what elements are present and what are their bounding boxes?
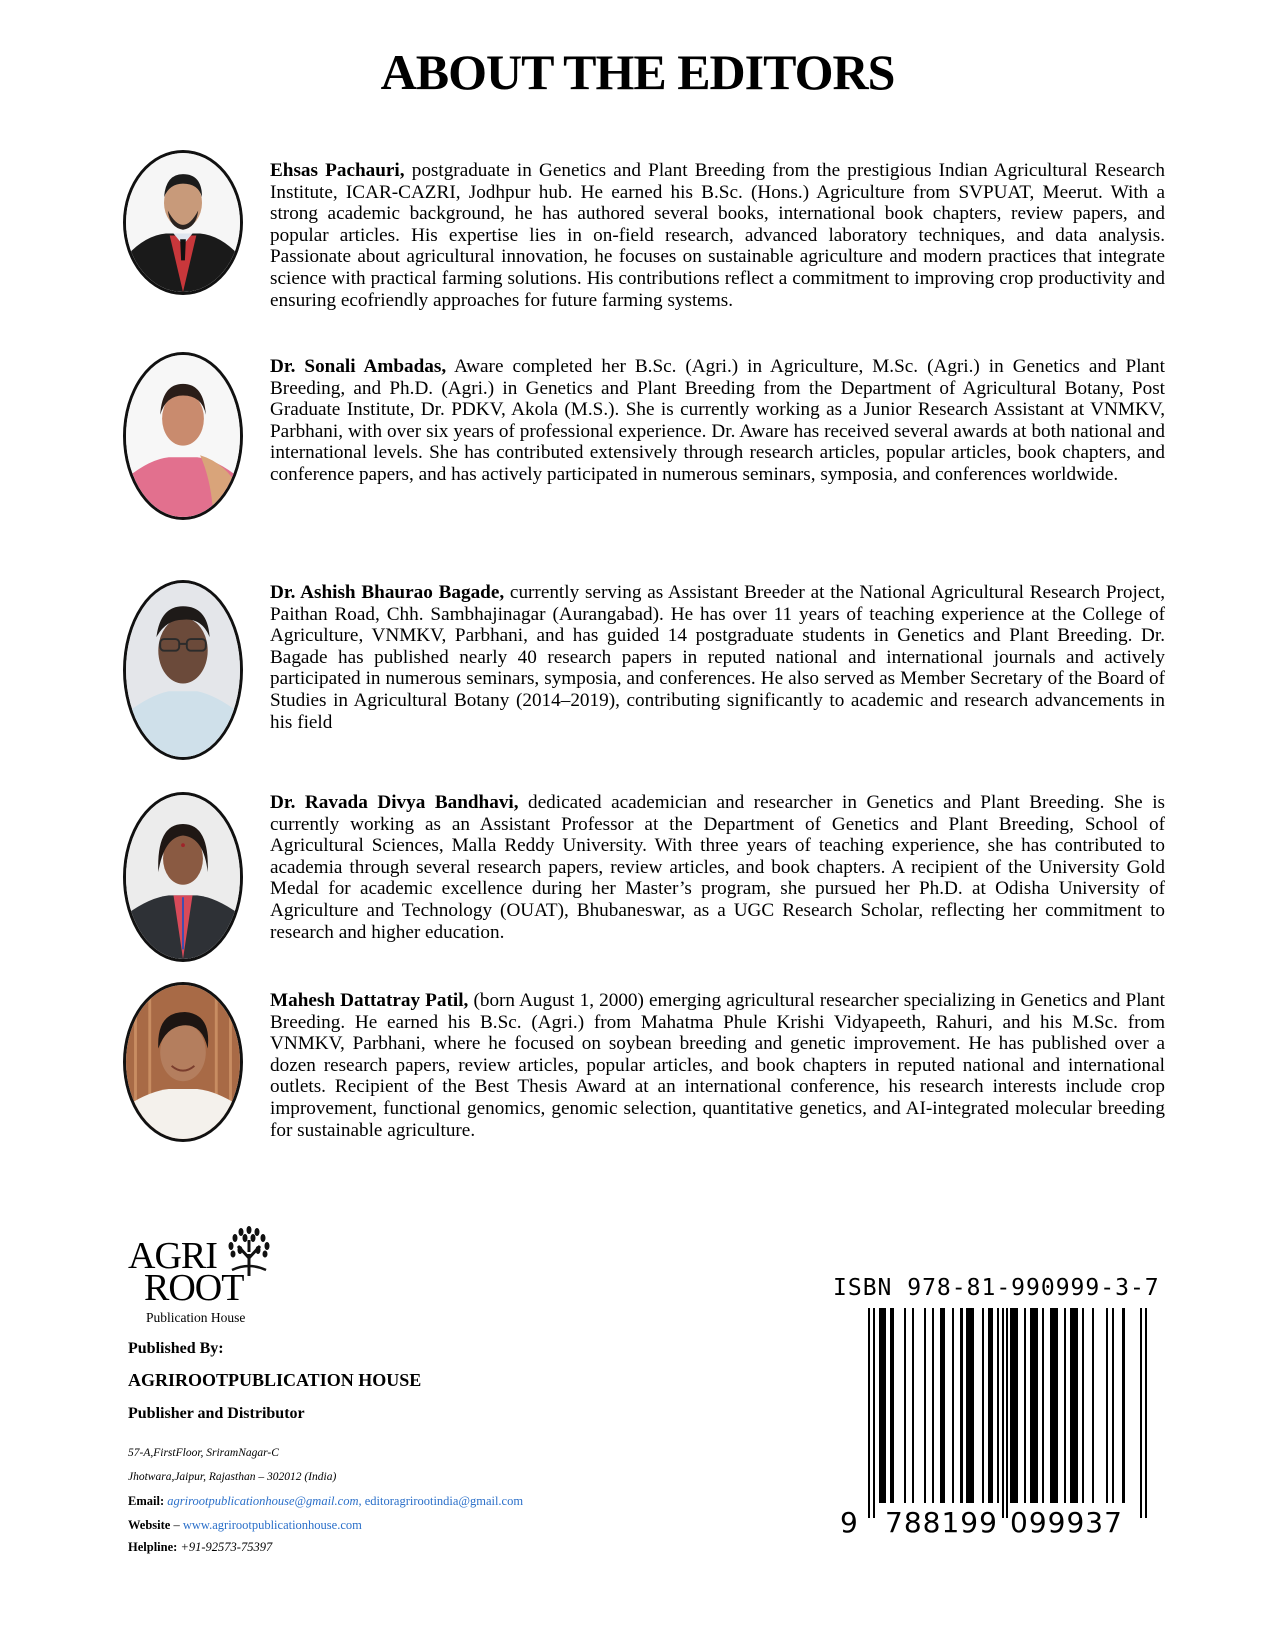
- editor-name: Dr. Sonali Ambadas,: [270, 356, 447, 377]
- publisher-role: Publisher and Distributor: [128, 1405, 305, 1422]
- editor-bio: [270, 356, 1165, 486]
- editor-bio: [270, 582, 1165, 733]
- editor-bio: [270, 792, 1165, 943]
- editor-bio: [270, 990, 1165, 1141]
- helpline-label: Helpline:: [128, 1540, 178, 1554]
- barcode-digits-right: 099937: [1010, 1506, 1123, 1539]
- helpline-number: +91-92573-75397: [180, 1540, 273, 1554]
- address-line-2: Jhotwara,Jaipur, Rajasthan – 302012 (India): [128, 1471, 337, 1483]
- editor-photo: [123, 352, 243, 520]
- logo-tagline: Publication House: [146, 1310, 246, 1325]
- email-link-secondary[interactable]: editoragrirootindia@gmail.com: [364, 1494, 524, 1508]
- editor-bio: [270, 160, 1165, 311]
- published-by-label: Published By:: [128, 1340, 224, 1357]
- editor-photo: [123, 792, 243, 962]
- email-row: [128, 1494, 523, 1509]
- logo-line-2: ROOT: [144, 1267, 244, 1309]
- helpline-row: [128, 1540, 272, 1555]
- editor-bio-text: Aware completed her B.Sc. (Agri.) in Agriculture, M.Sc. (Agri.) in Genetics and Plant Breeding, and Ph.D. (Agri.) in Genetics and Plant Breeding from the Department of Agricultural Botany, Post Graduate Institute, Dr. PDKV, Akola (M.S.). She is currently working as a Junior Research Assistant at VNMKV, Parbhani, with over six years of professional experience. Dr. Aware has received several awards at both national and international levels. She has contributed extensively through research articles, popular articles, book chapters, and conference papers, and has actively participated in numerous seminars, symposia, and conferences worldwide.: [270, 356, 1165, 485]
- editor-name: Dr. Ravada Divya Bandhavi,: [270, 792, 519, 813]
- publisher-name: AGRIROOTPUBLICATION HOUSE: [128, 1370, 422, 1390]
- isbn-label: ISBN 978-81-990999-3-7: [833, 1275, 1160, 1301]
- website-row: [128, 1518, 362, 1533]
- email-label: Email:: [128, 1494, 165, 1508]
- editor-photo: [123, 150, 243, 295]
- editor-photo: [123, 982, 243, 1142]
- isbn-barcode: [868, 1308, 1148, 1518]
- publisher-logo: [128, 1228, 278, 1328]
- barcode-digits-left: 788199: [885, 1506, 998, 1539]
- editor-name: Dr. Ashish Bhaurao Bagade,: [270, 582, 505, 603]
- logo-line-1: AGRI: [128, 1235, 217, 1277]
- email-link-primary[interactable]: agrirootpublicationhouse@gmail.com,: [167, 1494, 362, 1508]
- editor-bio-text: dedicated academician and researcher in Genetics and Plant Breeding. She is currently working as an Assistant Professor at the Department of Genetics and Plant Breeding, School of Agricultural Sciences, Malla Reddy University. With three years of teaching experience, she has contributed to academia through several research papers, review articles, and book chapters. A recipient of the University Gold Medal for academic excellence during her Master’s program, she pursued her Ph.D. at Odisha University of Agriculture and Technology (OUAT), Bhubaneswar, as a UGC Research Scholar, reflecting her commitment to research and higher education.: [270, 792, 1165, 943]
- editor-bio-text: currently serving as Assistant Breeder at the National Agricultural Research Project, Paithan Road, Chh. Sambhajinagar (Aurangabad). He has over 11 years of teaching experience at the College of Agriculture, VNMKV, Parbhani, and has guided 14 postgraduate students in Genetics and Plant Breeding. Dr. Bagade has published nearly 40 research papers in reputed national and international journals and actively participated in numerous seminars, symposia, and conferences. He also served as Member Secretary of the Board of Studies in Agricultural Botany (2014–2019), contributing significantly to academic and research advancements in his field: [270, 582, 1165, 733]
- editor-name: Ehsas Pachauri,: [270, 160, 405, 181]
- barcode-digit-first: 9: [840, 1506, 858, 1539]
- editor-bio-text: (born August 1, 2000) emerging agricultural researcher specializing in Genetics and Plant Breeding. He earned his B.Sc. (Agri.) from Mahatma Phule Krishi Vidyapeeth, Rahuri, and his M.Sc. from VNMKV, Parbhani, where he focused on soybean breeding and genetic improvement. He has published over a dozen research papers, review articles, popular articles, and book chapters in reputed national and international outlets. Recipient of the Best Thesis Award at an international conference, his research interests include crop improvement, functional genomics, genomic selection, quantitative genetics, and AI-integrated molecular breeding for sustainable agriculture.: [270, 990, 1165, 1141]
- editor-photo: [123, 580, 243, 760]
- website-link[interactable]: www.agrirootpublicationhouse.com: [182, 1518, 362, 1532]
- editor-bio-text: postgraduate in Genetics and Plant Breeding from the prestigious Indian Agricultural Research Institute, ICAR-CAZRI, Jodhpur hub. He earned his B.Sc. (Hons.) Agriculture from SVPUAT, Meerut. With a strong academic background, he has authored several books, international book chapters, review papers, and popular articles. His expertise lies in on-field research, advanced laboratory techniques, and data analysis. Passionate about agricultural innovation, he focuses on sustainable agriculture and modern practices that integrate science with practical farming solutions. His contributions reflect a commitment to improving crop productivity and ensuring ecofriendly approaches for future farming systems.: [270, 160, 1165, 311]
- website-label: Website: [128, 1518, 171, 1532]
- address-line-1: 57-A,FirstFloor, SriramNagar-C: [128, 1447, 279, 1459]
- website-separator: –: [170, 1518, 183, 1532]
- editor-name: Mahesh Dattatray Patil,: [270, 990, 469, 1011]
- page-title: ABOUT THE EDITORS: [380, 44, 895, 100]
